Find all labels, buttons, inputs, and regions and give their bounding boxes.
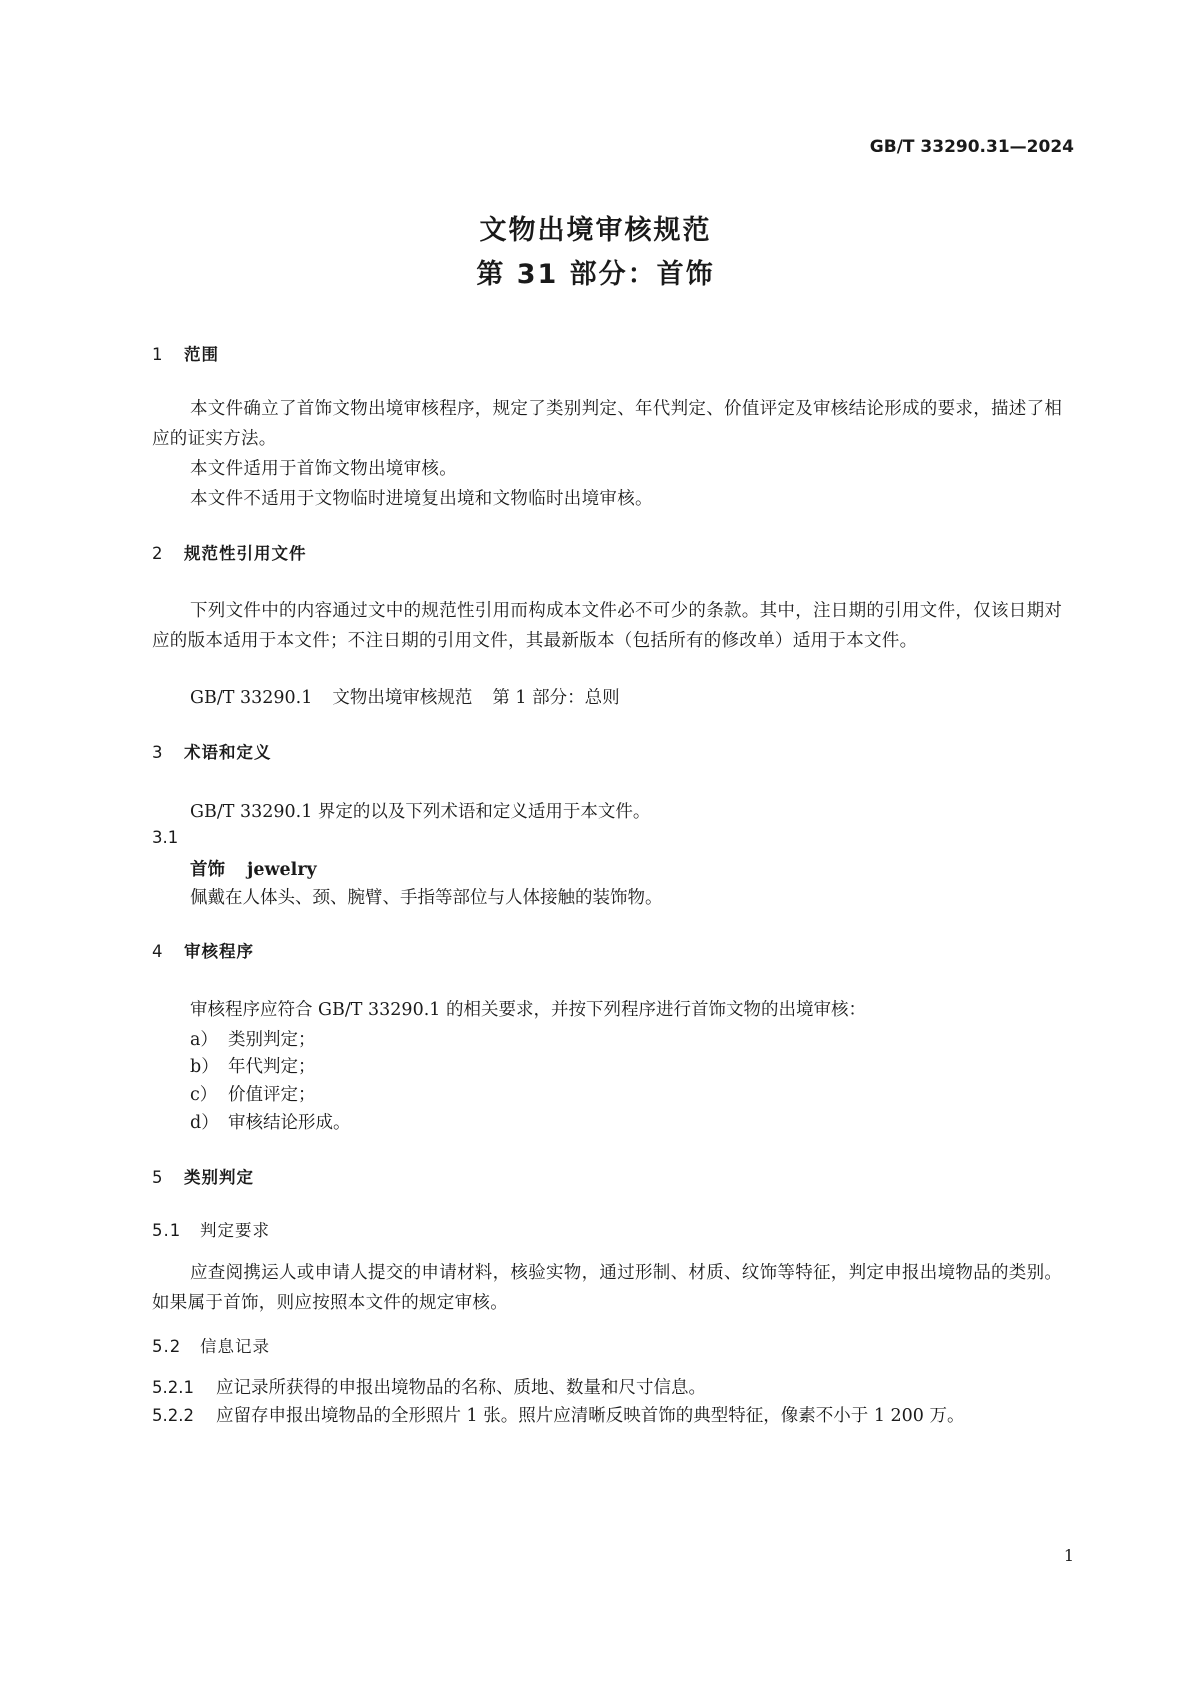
subsection-5-2-heading (152, 1333, 270, 1357)
page-number: 1 (1063, 1546, 1074, 1565)
term-definition: 佩戴在人体头、颈、腕臂、手指等部位与人体接触的装饰物。 (190, 888, 663, 908)
section-5-heading (152, 1164, 254, 1188)
reference-part: 第 1 部分：总则 (492, 688, 620, 708)
section-title: 审核程序 (184, 942, 254, 961)
list-marker: a） (190, 1030, 218, 1050)
clause-number: 5.2.2 (152, 1406, 194, 1425)
section-number: 1 (152, 345, 164, 364)
reference-entry (190, 684, 620, 709)
scope-paragraph-3: 本文件不适用于文物临时进境复出境和文物临时出境审核。 (190, 489, 653, 509)
section-number: 5 (152, 1168, 164, 1187)
references-paragraph: 下列文件中的内容通过文中的规范性引用而构成本文件必不可少的条款。其中，注日期的引用文件，仅该日期对应的版本适用于本文件；不注日期的引用文件，其最新版本（包括所有的修改单）适用于本文件。 (152, 601, 1063, 651)
term-english: jewelry (247, 860, 317, 880)
procedure-intro: 审核程序应符合 GB/T 33290.1 的相关要求，并按下列程序进行首饰文物的出境审核： (190, 1000, 866, 1020)
section-title: 范围 (184, 345, 219, 364)
section-4-heading (152, 938, 254, 962)
clause-number: 5.2.1 (152, 1378, 194, 1397)
section-title: 术语和定义 (184, 743, 272, 762)
list-text: 审核结论形成。 (228, 1113, 351, 1133)
list-item (190, 1109, 351, 1134)
subsection-number: 5.2 (152, 1337, 182, 1356)
reference-title: 文物出境审核规范 (332, 688, 473, 708)
document-number: GB/T 33290.31—2024 (869, 137, 1074, 157)
scope-paragraph-2: 本文件适用于首饰文物出境审核。 (190, 459, 457, 479)
reference-code: GB/T 33290.1 (190, 688, 313, 708)
section-2-heading (152, 540, 307, 564)
list-item (190, 1026, 316, 1051)
section-number: 3 (152, 743, 164, 762)
term-heading (190, 856, 317, 881)
list-marker: d） (190, 1113, 219, 1133)
document-subtitle: 第 31 部分：首饰 (476, 259, 715, 290)
clause-text: 应记录所获得的申报出境物品的名称、质地、数量和尺寸信息。 (216, 1378, 706, 1398)
section-title: 类别判定 (184, 1168, 254, 1187)
list-item (190, 1081, 316, 1106)
list-marker: c） (190, 1085, 218, 1105)
subsection-5-1-heading (152, 1217, 270, 1241)
subsection-title: 信息记录 (200, 1337, 270, 1356)
list-text: 年代判定； (228, 1057, 316, 1077)
section-1-heading (152, 341, 219, 365)
section-title: 规范性引用文件 (184, 544, 307, 563)
document-title: 文物出境审核规范 (479, 215, 712, 246)
term-chinese: 首饰 (190, 860, 225, 880)
list-text: 价值评定； (228, 1085, 316, 1105)
subsection-title: 判定要求 (200, 1221, 270, 1240)
scope-paragraph-1: 本文件确立了首饰文物出境审核程序，规定了类别判定、年代判定、价值评定及审核结论形成的要求，描述了相应的证实方法。 (152, 399, 1063, 449)
list-marker: b） (190, 1057, 219, 1077)
terms-intro: GB/T 33290.1 界定的以及下列术语和定义适用于本文件。 (190, 802, 651, 822)
subsection-number: 5.1 (152, 1221, 182, 1240)
term-number: 3.1 (152, 828, 179, 847)
section-number: 4 (152, 942, 164, 961)
section-3-heading (152, 739, 272, 763)
section-number: 2 (152, 544, 164, 563)
list-item (190, 1053, 316, 1078)
list-text: 类别判定； (228, 1030, 316, 1050)
clause-5-2-1 (152, 1374, 706, 1399)
clause-text: 应留存申报出境物品的全形照片 1 张。照片应清晰反映首饰的典型特征，像素不小于 1 200 万。 (216, 1406, 965, 1426)
clause-5-2-2 (152, 1402, 964, 1427)
category-paragraph: 应查阅携运人或申请人提交的申请材料，核验实物，通过形制、材质、纹饰等特征，判定申报出境物品的类别。如果属于首饰，则应按照本文件的规定审核。 (152, 1263, 1063, 1313)
